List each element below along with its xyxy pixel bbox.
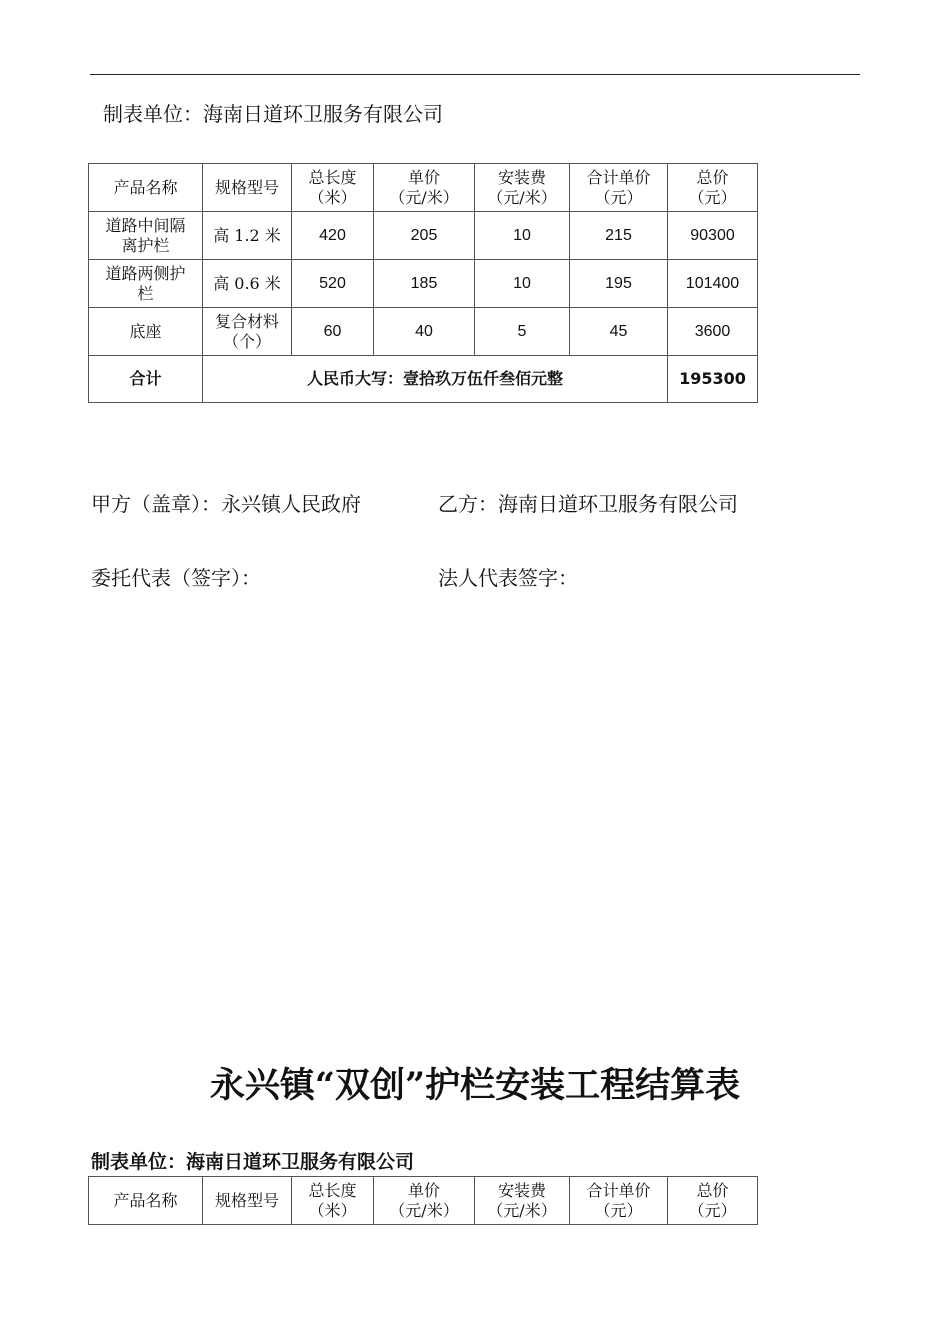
header-total-unit-price: 合计单价 （元） <box>570 1177 668 1225</box>
cell-install-fee: 5 <box>475 308 570 356</box>
cell-spec: 复合材料 （个） <box>203 308 292 356</box>
cell-unit-price: 205 <box>374 212 475 260</box>
cell-total-unit-price: 195 <box>570 260 668 308</box>
header-install-fee: 安装费 （元/米） <box>475 164 570 212</box>
total-capital-amount: 人民币大写：壹拾玖万伍仟叁佰元整 <box>203 356 668 403</box>
cell-unit-price: 40 <box>374 308 475 356</box>
cell-spec: 高 1.2 米 <box>203 212 292 260</box>
header-unit-price: 单价 （元/米） <box>374 1177 475 1225</box>
header-spec-model: 规格型号 <box>203 164 292 212</box>
document-title: 永兴镇“双创”护栏安装工程结算表 <box>209 1065 741 1106</box>
cell-product-name: 道路两侧护 栏 <box>89 260 203 308</box>
header-total-price: 总价 （元） <box>668 164 758 212</box>
cell-total-unit-price: 45 <box>570 308 668 356</box>
legal-representative-signature: 法人代表签字： <box>438 566 578 590</box>
cell-spec: 高 0.6 米 <box>203 260 292 308</box>
cell-total-price: 101400 <box>668 260 758 308</box>
cell-length: 60 <box>292 308 374 356</box>
cell-product-name: 底座 <box>89 308 203 356</box>
table-header-row <box>89 164 758 212</box>
total-amount: 195300 <box>668 356 758 403</box>
table-row <box>89 308 758 356</box>
settlement-table <box>88 163 758 403</box>
total-label: 合计 <box>89 356 203 403</box>
header-total-length: 总长度 （米） <box>292 164 374 212</box>
cell-length: 420 <box>292 212 374 260</box>
table-row <box>89 260 758 308</box>
party-a-representative-signature: 委托代表（签字）： <box>91 566 261 590</box>
header-product-name: 产品名称 <box>89 1177 203 1225</box>
settlement-table-page2 <box>88 1176 758 1225</box>
header-total-unit-price: 合计单价 （元） <box>570 164 668 212</box>
preparer-unit: 制表单位：海南日道环卫服务有限公司 <box>103 102 443 126</box>
header-total-length: 总长度 （米） <box>292 1177 374 1225</box>
party-b: 乙方：海南日道环卫服务有限公司 <box>438 492 738 516</box>
header-spec-model: 规格型号 <box>203 1177 292 1225</box>
table-row <box>89 212 758 260</box>
top-divider-line <box>90 74 860 75</box>
cell-total-price: 3600 <box>668 308 758 356</box>
header-total-price: 总价 （元） <box>668 1177 758 1225</box>
table-header-row <box>89 1177 758 1225</box>
header-unit-price: 单价 （元/米） <box>374 164 475 212</box>
preparer-unit-page2: 制表单位：海南日道环卫服务有限公司 <box>91 1151 415 1173</box>
cell-length: 520 <box>292 260 374 308</box>
table-total-row <box>89 356 758 403</box>
cell-install-fee: 10 <box>475 212 570 260</box>
cell-unit-price: 185 <box>374 260 475 308</box>
cell-total-price: 90300 <box>668 212 758 260</box>
header-product-name: 产品名称 <box>89 164 203 212</box>
cell-install-fee: 10 <box>475 260 570 308</box>
party-a-seal: 甲方（盖章）：永兴镇人民政府 <box>91 492 361 516</box>
cell-total-unit-price: 215 <box>570 212 668 260</box>
header-install-fee: 安装费 （元/米） <box>475 1177 570 1225</box>
cell-product-name: 道路中间隔 离护栏 <box>89 212 203 260</box>
